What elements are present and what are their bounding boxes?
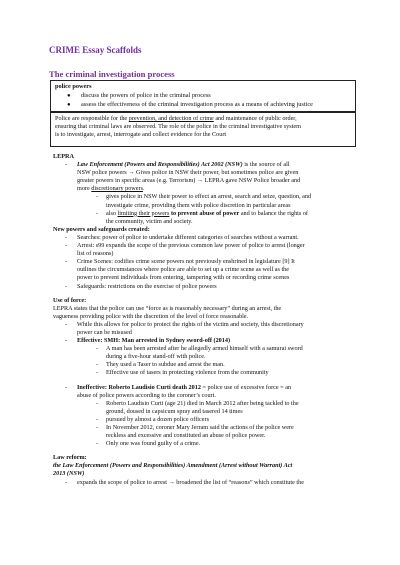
list-item: - They used a Taser to subdue and arrest the man.: [96, 361, 225, 369]
list-item: - Ineffective: Roberto Laudisio Curti death 2012 = police use of excessive force = an: [65, 383, 292, 391]
list-item-cont: greater powers in specific areas (e.g. Terrorism) → LEPRA gave NSW Police broader and: [77, 177, 301, 185]
list-item-cont: abuse of police powers according to the coroner’s court.: [77, 391, 216, 399]
act-title-line: 2013 (NSW): [53, 470, 85, 478]
list-item: - pursued by almost a dozen police officers: [96, 415, 209, 423]
list-item: - Crime Scenes: codifies crime scene powers not previously enshrined in legislature [9] It: [65, 258, 295, 266]
document-title: CRIME Essay Scaffolds: [49, 45, 142, 55]
list-item: - Only one was found guilty of a crime.: [96, 440, 201, 448]
list-item: - A man has been arrested after he allegedly armed himself with a samurai sword: [96, 345, 303, 353]
list-item: - gives police in NSW their power to effect an arrest, search and seize, question, and: [96, 193, 312, 201]
bullet-icon: ●: [67, 92, 71, 99]
syllabus-box: [50, 80, 356, 112]
list-item: - Safeguards: restrictions on the exercise of police powers: [65, 282, 217, 290]
lepra-heading: LEPRA: [53, 153, 74, 160]
list-item-cont: outlines the circumstances where police are able to set up a crime scene as well as the: [77, 266, 290, 274]
list-item: - While this allows for police to protect the rights of the victim and society, this discretionary: [65, 320, 304, 328]
list-item: - Law Enforcement (Powers and Responsibilities) Act 2002 (NSW) is the source of all: [65, 161, 290, 169]
intro-line: ensuring that criminal laws are observed. The role of the police in the criminal investigative system: [55, 123, 301, 131]
list-item: - In November 2012, coroner Mary Jerram said the actions of the police were: [96, 424, 294, 431]
list-item-cont: more discretionary powers.: [77, 185, 145, 193]
list-item: - Effective use of tasers in protecting violence from the community: [96, 369, 269, 377]
section-heading: The criminal investigation process: [49, 69, 175, 79]
list-item: - Roberto Laudisio Curti (age 21) died in March 2012 after being tackled to the: [96, 399, 299, 407]
syllabus-list: [55, 92, 352, 110]
list-item: - expands the scope of police to arrest → broadened the list of “reasons” which constitute the: [65, 478, 304, 486]
list-item-cont: ground, doused in capsicum spray and tasered 14 times: [106, 407, 243, 415]
syllabus-point: ● assess the effectiveness of the criminal investigation process as a means of achieving justice: [67, 100, 313, 108]
paragraph-line: LEPRA states that the police can use “force as is reasonably necessary” during an arrest, the: [53, 304, 282, 312]
law-reform-heading: Law reform:: [53, 454, 87, 462]
intro-line: is to investigate, arrest, interrogate and collect evidence for the Court: [55, 131, 227, 139]
list-item-cont: during a five-hour stand-off with police.: [106, 353, 206, 361]
list-item-cont: power to prevent individuals from entering, tampering with or recording crime scenes: [77, 274, 290, 282]
list-item-cont: list of reasons): [77, 250, 114, 258]
list-item: - Arrest: s99 expands the scope of the previous common law power of police to arrest (longer: [65, 242, 305, 250]
act-title-line: the Law Enforcement (Powers and Responsibilities) Amendment (Arrest without Warrant) Act: [53, 462, 293, 470]
syllabus-heading: police powers: [55, 83, 92, 90]
list-item-cont: the community, victim and society.: [106, 217, 193, 225]
use-of-force-heading: Use of force:: [53, 296, 87, 304]
list-item: - Effective: SMH: Man arrested in Sydney sword-off (2014): [65, 337, 231, 345]
paragraph-line: vagueness providing police with the discretion of the level of force reasonable.: [53, 312, 249, 320]
bullet-icon: ●: [67, 101, 71, 108]
list-item-cont: investigate crime, providing them with police discretion in particular areas: [106, 201, 291, 209]
intro-box: [50, 112, 356, 147]
list-item-cont: power can be misused: [77, 328, 132, 336]
new-powers-heading: New powers and safeguards created:: [53, 225, 150, 233]
list-item-cont: reckless and excessive and constituted an abuse of police power.: [106, 432, 266, 440]
document-body: [53, 153, 363, 487]
list-item: - Searches: power of police to undertake different categories of searches without a warrant.: [65, 233, 299, 241]
syllabus-point: ● discuss the powers of police in the criminal process: [67, 91, 211, 99]
list-item-cont: NSW police powers → Gives police in NSW their power, but sometimes police are given: [77, 169, 299, 177]
intro-line: Police are responsible for the prevention, and detection of crime and maintenance of public order,: [55, 115, 297, 122]
list-item: - also limiting their powers to prevent abuse of power and to balance the rights of: [96, 209, 308, 217]
